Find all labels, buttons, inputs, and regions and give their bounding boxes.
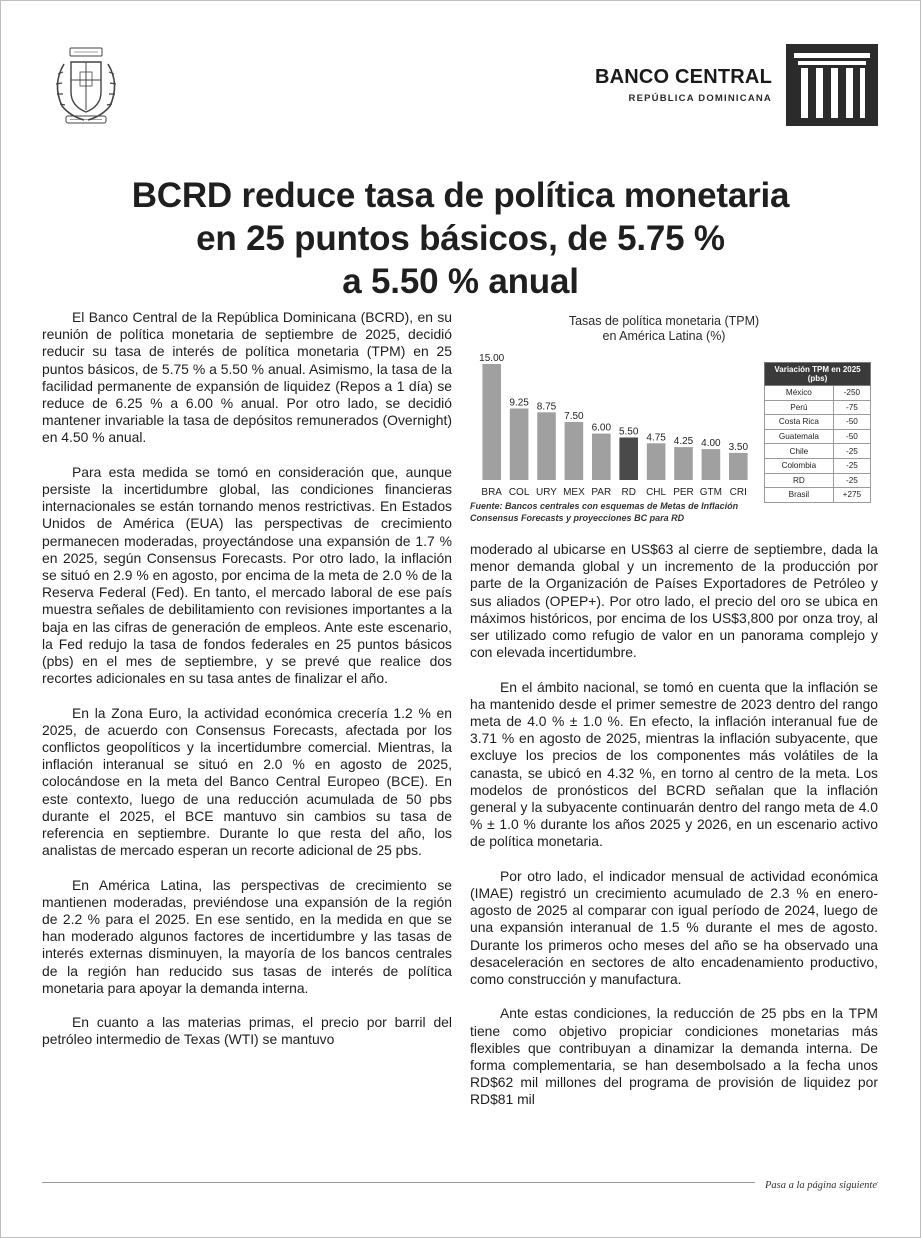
chart-title-line-2: en América Latina (%): [602, 329, 726, 343]
paragraph: El Banco Central de la República Dominicana (BCRD), en su reunión de política monetaria de septiembre de 2025, decidió reducir su tasa de interés de política monetaria (TPM) en 25 puntos básicos, de 5.75 % a 5.50 % anual. Asimismo, la tasa de la facilidad permanente de expansión de liquidez (Repos a 1 día) se reduce de 6.25 % a 6.00 % anual. Por otro lado, se decidió mantener invariable la tasa de depósitos remunerados (Overnight) en 4.50 % anual.: [42, 309, 452, 446]
table-cell-value: -75: [833, 400, 870, 415]
table-cell-country: RD: [765, 473, 834, 488]
table-cell-country: Perú: [765, 400, 834, 415]
paragraph: En la Zona Euro, la actividad económica crecería 1.2 % en 2025, de acuerdo con Consensus Forecasts, afectada por los conflictos geopolíticos y la incertidumbre comercial. Mientras, la inflación interanual se situó en 2.0 % en agosto de 2025, colocándose en la meta del Banco Central Europeo (BCE). En este contexto, luego de una reducción acumulada de 50 pbs durante el 2025, el BCE mantuvo sin cambios su tasa de referencia en septiembre. Durante lo que resta del año, los analistas de mercado esperan un recorte adicional de 25 pbs.: [42, 704, 452, 859]
category-label-per: PER: [673, 487, 694, 498]
paragraph: En América Latina, las perspectivas de crecimiento se mantienen moderadas, previéndose una expansión de la región de 2.2 % para el 2025. En ese sentido, en la medida en que se han moderado algunos factores de incertidumbre y las tasas de interés externas disminuyen, la mayoría de los bancos centrales de la región han reducido sus tasas de interés de política monetaria para apoyar la demanda interna.: [42, 876, 452, 996]
table-row: [765, 429, 871, 444]
table-header: Variación TPM en 2025 (pbs): [765, 363, 871, 386]
title-line-3: a 5.50 % anual: [342, 262, 579, 301]
paragraph: Por otro lado, el indicador mensual de actividad económica (IMAE) registró un crecimiento acumulado de 2.3 % en enero-agosto de 2025 al comparar con igual período de 2024, luego de una expansión interanual de 1.5 % durante el mes de agosto. Durante los primeros ocho meses del año se ha observado una desaceleración en sectores de alto encadenamiento productivo, como construcción y manufactura.: [470, 867, 878, 988]
data-label-col: 9.25: [509, 397, 529, 409]
bar-gtm: [702, 449, 721, 480]
category-label-col: COL: [508, 487, 530, 498]
table-row: [765, 488, 871, 503]
data-label-mex: 7.50: [564, 411, 584, 422]
bar-bra: [482, 364, 501, 480]
data-label-bra: 15.00: [479, 353, 505, 364]
category-label-mex: MEX: [563, 487, 585, 498]
table-row: [765, 444, 871, 459]
next-page-note: Pasa a la página siguiente: [755, 1180, 877, 1191]
table-cell-value: -50: [833, 415, 870, 430]
paragraph: En cuanto a las materias primas, el precio por barril del petróleo intermedio de Texas (WTI) se mantuvo: [42, 1014, 452, 1048]
paragraph: moderado al ubicarse en US$63 al cierre de septiembre, dada la menor demanda global y un incremento de la producción por parte de la Organización de Países Exportadores de Petróleo y sus aliados (OPEP+). Por otro lado, el precio del oro se ubica en máximos históricos, por encima de los US$3,800 por onza troy, al ser utilizado como refugio de valor en un panorama complejo y con elevada incertidumbre.: [470, 541, 878, 661]
table-cell-value: +275: [833, 488, 870, 503]
chart-source-line-1: Fuente: Bancos centrales con esquemas de Metas de Inflación: [470, 501, 739, 511]
footer-rule: [42, 1182, 878, 1183]
table-cell-country: Chile: [765, 444, 834, 459]
category-label-ury: URY: [536, 487, 557, 498]
article-left-column: [42, 309, 452, 1049]
table-row: [765, 386, 871, 401]
category-label-par: PAR: [591, 487, 612, 498]
bank-building-icon: [786, 44, 878, 126]
page-title: [30, 174, 891, 303]
data-label-gtm: 4.00: [701, 438, 721, 450]
data-label-per: 4.25: [673, 436, 694, 448]
table-row: [765, 458, 871, 473]
category-label-chl: CHL: [646, 487, 667, 498]
bar-chl: [647, 443, 666, 480]
title-line-2: en 25 puntos básicos, de 5.75 %: [196, 219, 725, 258]
table-cell-value: -25: [833, 444, 870, 459]
chart-source-line-2: Consensus Forecasts y proyecciones BC para RD: [470, 513, 685, 523]
category-label-rd: RD: [621, 487, 636, 498]
chart-source: [470, 500, 760, 524]
bar-par: [592, 434, 611, 480]
paragraph: Ante estas condiciones, la reducción de 25 pbs en la TPM tiene como objetivo propiciar condiciones monetarias más flexibles que contribuyan a dinamizar la demanda interna. De forma complementaria, se han desembolsado a la fecha unos RD$62 mil millones del programa de provisión de liquidez por RD$81 mil: [470, 1005, 878, 1108]
data-label-par: 6.00: [591, 422, 612, 434]
paragraph: Para esta medida se tomó en consideración que, aunque persiste la incertidumbre global, las condiciones financieras internacionales se están tornando menos restrictivas. En Estados Unidos de América (EUA) las perspectivas de crecimiento permanecen moderadas, proyectándose una expansión de 1.7 % en 2025, según Consensus Forecasts. Por otro lado, la inflación se situó en 2.9 % en agosto, por encima de la meta de 2.0 % de la Reserva Federal (Fed). En tanto, el mercado laboral de ese país muestra señales de debilitamiento con revisiones importantes a la baja en las cifras de generación de empleos. Ante este escenario, la Fed redujo la tasa de fondos federales en 25 puntos básicos (pbs) en el mes de septiembre, y se prevé que realice dos recortes adicionales en su tasa antes de finalizar el año.: [42, 463, 452, 687]
bar-chart-plot: [470, 350, 760, 500]
category-label-gtm: GTM: [699, 487, 723, 498]
table-row: [765, 400, 871, 415]
data-label-rd: 5.50: [618, 426, 639, 438]
data-label-ury: 8.75: [536, 401, 557, 413]
table-cell-country: Guatemala: [765, 429, 834, 444]
table-row: [765, 473, 871, 488]
paragraph: En el ámbito nacional, se tomó en cuenta que la inflación se ha mantenido desde el primer semestre de 2023 dentro del rango meta de 4.0 % ± 1.0 %. En efecto, la inflación interanual fue de 3.71 % en agosto de 2025, mientras la inflación subyacente, que excluye los precios de los componentes más volátiles de la canasta, se ubicó en 4.32 %, en torno al centro de la meta. Los modelos de pronósticos del BCRD señalan que la inflación general y la subyacente continuarán dentro del rango meta de 4.0 % ± 1.0 % durante los años 2025 y 2026, en un escenario activo de política monetaria.: [470, 678, 878, 850]
tpm-chart: [470, 314, 878, 529]
table-cell-value: -50: [833, 429, 870, 444]
table-cell-value: -25: [833, 473, 870, 488]
bar-cri: [729, 453, 748, 480]
table-cell-value: -250: [833, 386, 870, 401]
bar-mex: [565, 422, 584, 480]
data-label-cri: 3.50: [728, 441, 749, 453]
table-row: [765, 415, 871, 430]
brand-block: [560, 44, 878, 126]
bar-ury: [537, 412, 556, 480]
data-label-chl: 4.75: [646, 432, 666, 444]
table-cell-value: -25: [833, 458, 870, 473]
brand-name: BANCO CENTRAL: [594, 66, 772, 88]
chart-title: [470, 314, 858, 344]
table-cell-country: Colombia: [765, 458, 834, 473]
chart-title-line-1: Tasas de política monetaria (TPM): [568, 314, 760, 328]
category-label-cri: CRI: [729, 487, 747, 498]
table-cell-country: México: [765, 386, 834, 401]
coat-of-arms-icon: [44, 44, 128, 128]
title-line-1: BCRD reduce tasa de política monetaria: [131, 176, 790, 215]
brand-subtitle: REPÚBLICA DOMINICANA: [628, 93, 772, 104]
bar-col: [510, 409, 529, 481]
bar-per: [674, 447, 693, 480]
article-right-column: [470, 541, 878, 1109]
tpm-variation-table: [764, 362, 871, 503]
table-cell-country: Costa Rica: [765, 415, 834, 430]
table-cell-country: Brasil: [765, 488, 834, 503]
bar-rd: [619, 438, 638, 481]
category-label-bra: BRA: [481, 487, 502, 498]
